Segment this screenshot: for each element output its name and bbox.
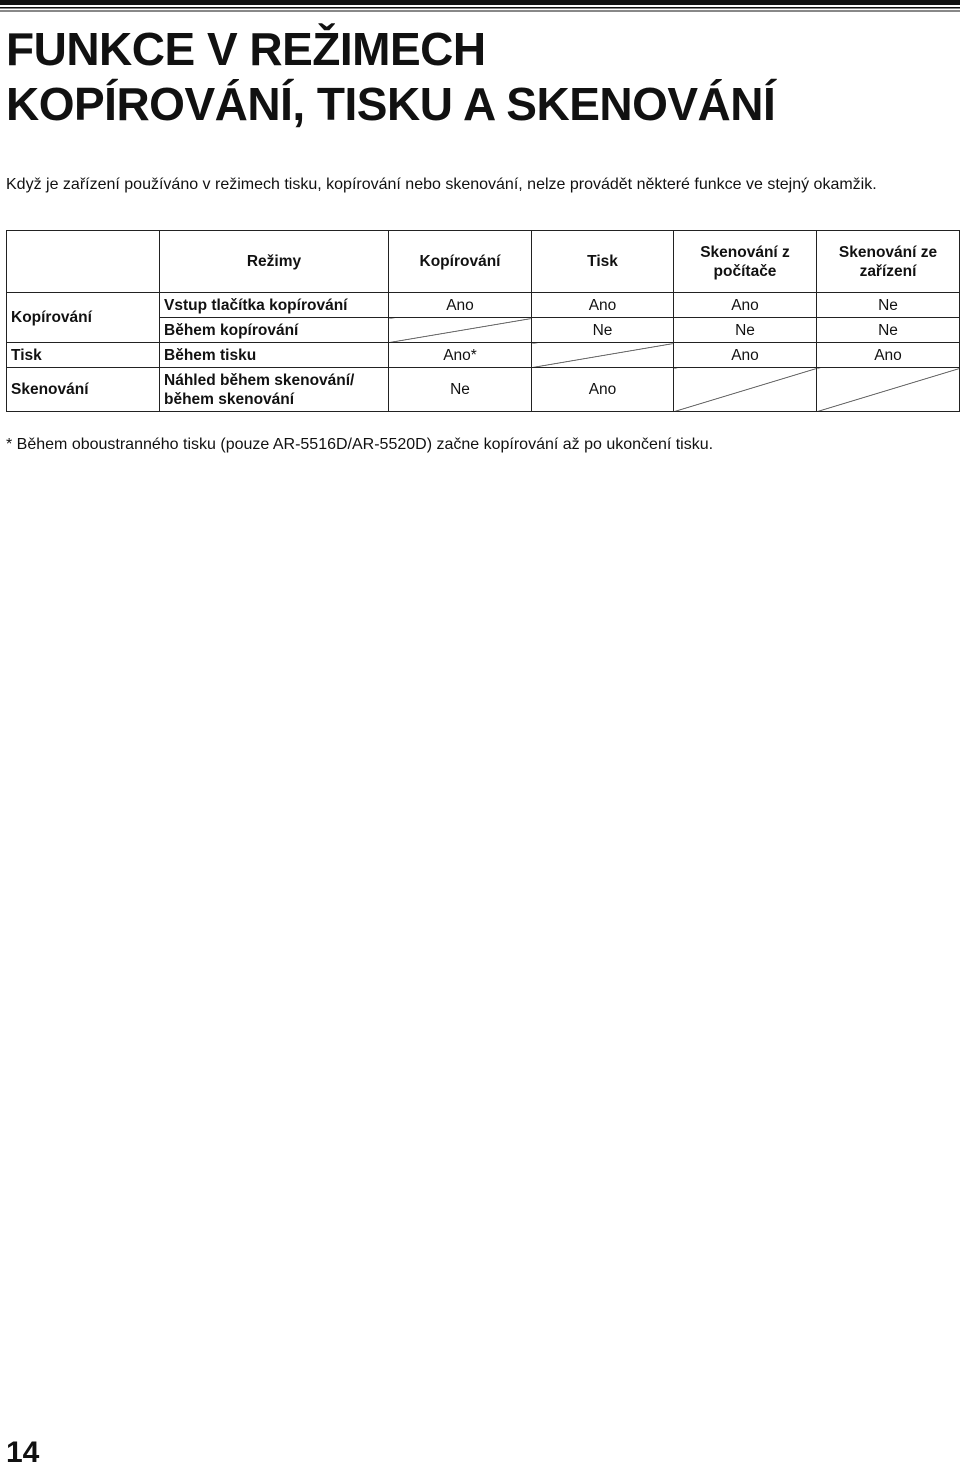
header-scan-pc: Skenování z počítače (674, 231, 817, 293)
cell-print: Ano (532, 293, 674, 318)
group-label-scan: Skenování (7, 368, 160, 412)
header-modes: Režimy (160, 231, 389, 293)
header-corner-cell (7, 231, 160, 293)
page-title (6, 22, 775, 132)
cell-print: Ano (532, 368, 674, 412)
cell-not-applicable (389, 318, 532, 343)
row-label: Náhled během skenování/ během skenování (160, 368, 389, 412)
page-title-line-1: FUNKCE V REŽIMECH (6, 23, 486, 75)
mode-compatibility-table (6, 230, 960, 412)
cell-scan-device: Ne (817, 293, 960, 318)
row-label: Během tisku (160, 343, 389, 368)
table-row (7, 368, 960, 412)
header-rule (0, 0, 960, 14)
cell-scan-pc: Ano (674, 343, 817, 368)
header-copy: Kopírování (389, 231, 532, 293)
table-row (7, 343, 960, 368)
cell-scan-pc: Ano (674, 293, 817, 318)
row-label: Vstup tlačítka kopírování (160, 293, 389, 318)
table-row (7, 293, 960, 318)
cell-copy: Ne (389, 368, 532, 412)
table-header-row (7, 231, 960, 293)
cell-scan-pc: Ne (674, 318, 817, 343)
footnote: * Během oboustranného tisku (pouze AR-5516D/AR-5520D) začne kopírování až po ukončení tisku. (6, 436, 714, 453)
header-scan-device: Skenování ze zařízení (817, 231, 960, 293)
cell-copy: Ano* (389, 343, 532, 368)
group-label-copy: Kopírování (7, 293, 160, 343)
cell-scan-device: Ne (817, 318, 960, 343)
intro-paragraph: Když je zařízení používáno v režimech tisku, kopírování nebo skenování, nelze provádět některé funkce ve stejný okamžik. (6, 176, 877, 193)
group-label-print: Tisk (7, 343, 160, 368)
cell-not-applicable (532, 343, 674, 368)
cell-copy: Ano (389, 293, 532, 318)
page-title-line-2: KOPÍROVÁNÍ, TISKU A SKENOVÁNÍ (6, 78, 776, 130)
row-label: Během kopírování (160, 318, 389, 343)
cell-print: Ne (532, 318, 674, 343)
cell-not-applicable (674, 368, 817, 412)
cell-scan-device: Ano (817, 343, 960, 368)
header-print: Tisk (532, 231, 674, 293)
cell-not-applicable (817, 368, 960, 412)
page-number: 14 (6, 1436, 40, 1469)
